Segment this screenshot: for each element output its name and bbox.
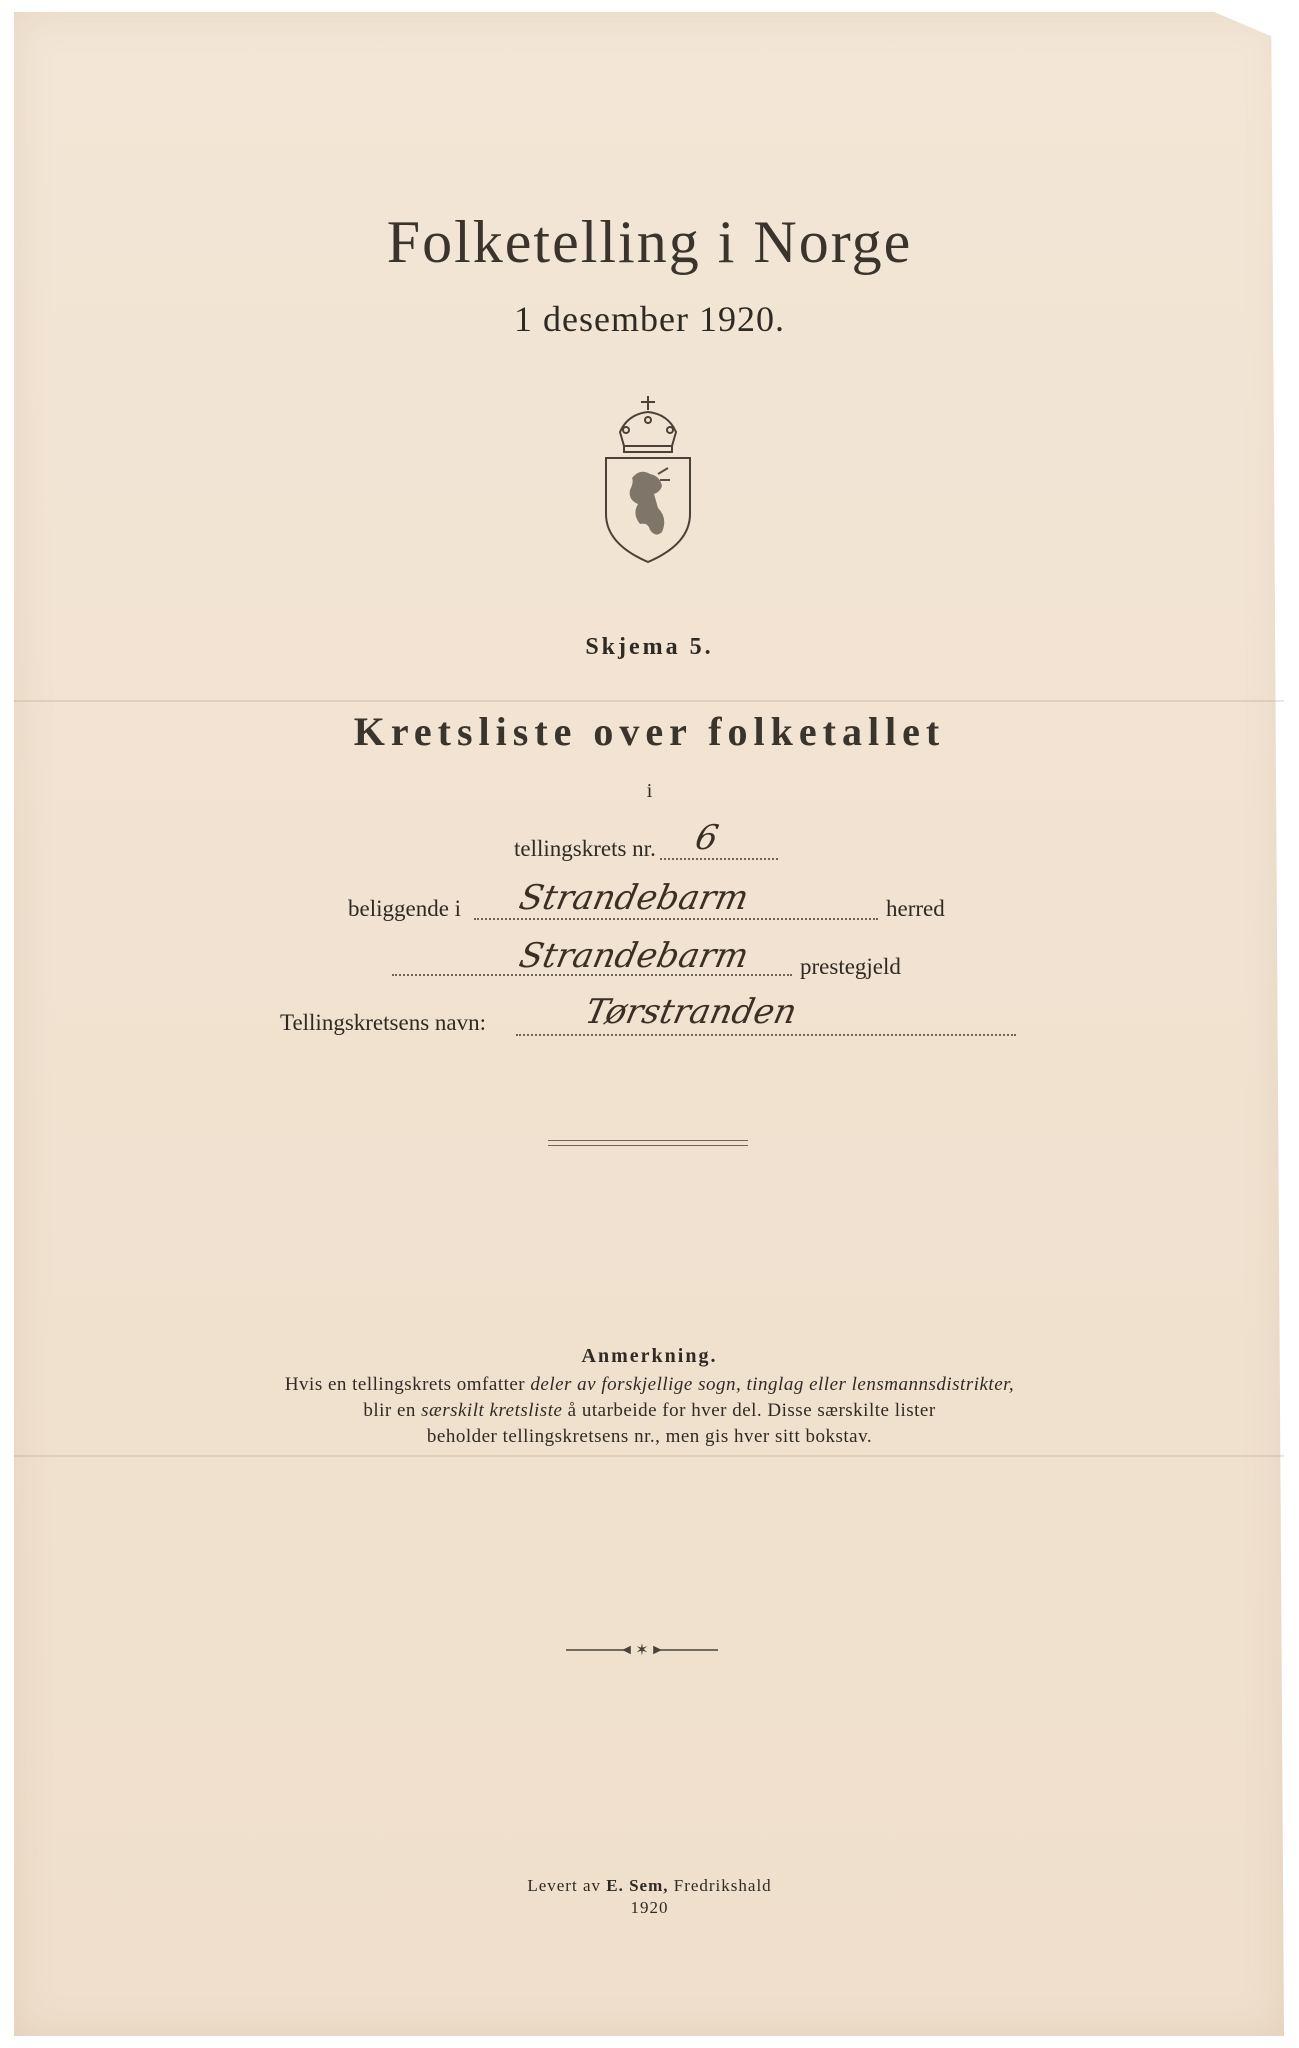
note-line-1: [0, 1374, 1299, 1396]
paper-fold-line: [14, 700, 1284, 702]
paper-fold-line: [14, 1455, 1284, 1457]
note-line-3: beholder tellingskretsens nr., men gis hver sitt bokstav.: [426, 1426, 873, 1447]
parish-value: Strandebarm: [515, 936, 753, 976]
district-name-value: Tørstranden: [581, 992, 801, 1032]
note-text: å utarbeide for hver del. Disse særskilte lister: [562, 1400, 936, 1421]
divider-line: [548, 1145, 748, 1146]
note-emphasis: deler av forskjellige sogn, tinglag eller lensmannsdistrikter,: [530, 1374, 1015, 1395]
municipality-value: Strandebarm: [515, 878, 753, 918]
note-emphasis: særskilt kretsliste: [421, 1400, 563, 1421]
located-in-label: beliggende i: [348, 896, 462, 921]
district-number-value: 6: [691, 818, 722, 858]
schema-number: Skjema 5.: [585, 634, 714, 660]
district-name-label: Tellingskretsens navn:: [280, 1010, 486, 1035]
form-heading: Kretsliste over folketallet: [353, 709, 946, 754]
printer-name: E. Sem,: [606, 1876, 669, 1895]
connector-word: i: [646, 780, 653, 802]
printer-year: 1920: [630, 1898, 669, 1917]
census-date: 1 desember 1920.: [514, 299, 785, 339]
divider-line: [548, 1140, 748, 1141]
printer-prefix: Levert av: [527, 1876, 607, 1895]
document-title: Folketelling i Norge: [386, 209, 913, 275]
norwegian-coat-of-arms-icon: [596, 392, 700, 564]
ornament-divider-icon: [566, 1640, 718, 1660]
municipality-field: [474, 918, 878, 920]
note-text: Hvis en tellingskrets omfatter: [284, 1374, 531, 1395]
printer-city: Fredrikshald: [668, 1876, 772, 1895]
svg-text:✶: ✶: [635, 1640, 649, 1659]
printer-line: [0, 1876, 1299, 1896]
district-number-field: [660, 858, 778, 860]
district-name-field: [516, 1034, 1016, 1036]
note-text: blir en: [363, 1400, 422, 1421]
herred-label: herred: [886, 896, 945, 921]
note-heading: Anmerkning.: [581, 1345, 718, 1367]
parish-label: prestegjeld: [800, 954, 901, 979]
note-line-2: [0, 1400, 1299, 1422]
district-number-label: tellingskrets nr.: [514, 836, 656, 861]
